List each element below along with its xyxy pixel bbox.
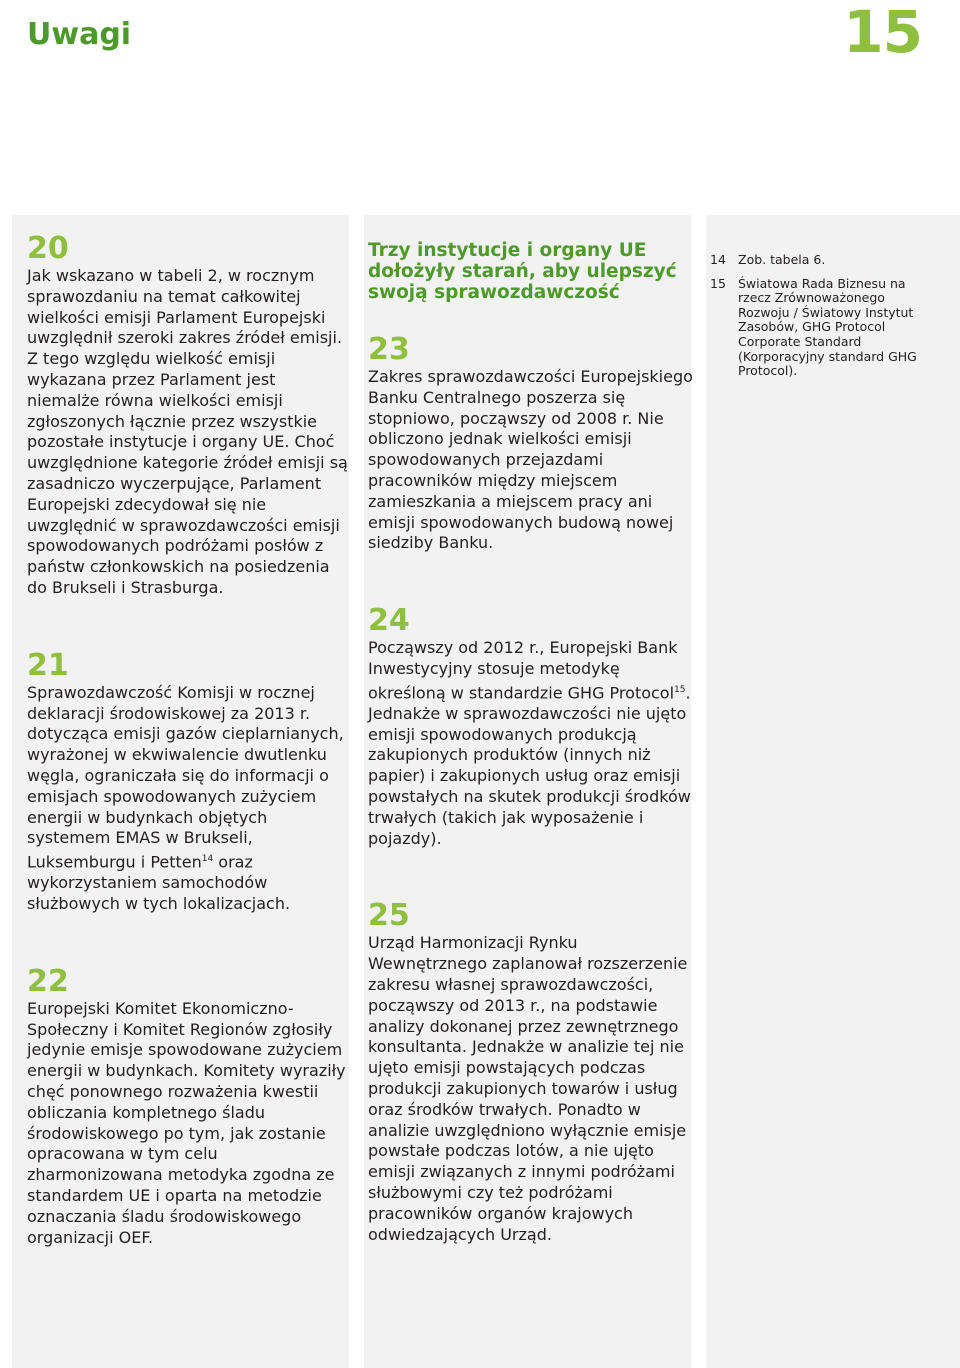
column-left: [27, 232, 353, 1248]
page-number: 15: [843, 0, 922, 66]
section-text-21: [27, 683, 353, 915]
section-text-24-a: Począwszy od 2012 r., Europejski Bank Inwestycyjny stosuje metodykę określoną w standardzie GHG Protocol: [368, 638, 678, 703]
section-number-25: 25: [368, 898, 410, 934]
section-text-24-b: . Jednakże w sprawozdawczości nie ujęto emisji spowodowanych produkcją zakupionych produktów (innych niż papier) i zakupionych usług oraz emisji powstałych na skutek produkcji środków trwałych (takich jak wyposażenie i pojazdy).: [368, 683, 691, 848]
section-text-21-a: Sprawozdawczość Komisji w rocznej deklaracji środowiskowej za 2013 r. dotycząca emisji gazów cieplarnianych, wyrażonej w ekwiwalencie dwutlenku węgla, ograniczała się do informacji o emisjach spowodowanych zużyciem energii w budynkach objętych systemem EMAS w Brukseli, Luksemburgu i Petten: [27, 682, 344, 872]
footnote-ref-15[interactable]: 15: [674, 684, 686, 695]
footnote-item: [710, 277, 932, 379]
section-number-22: 22: [27, 963, 69, 999]
section-number-21: 21: [27, 647, 69, 683]
section-text-21-b: oraz wykorzystaniem samochodów służbowych w tych lokalizacjach.: [27, 852, 291, 914]
footnote-ref-14[interactable]: 14: [201, 854, 214, 865]
footnote-number: 14: [710, 252, 726, 267]
content-panel: [12, 215, 960, 1368]
section-text-22: Europejski Komitet Ekonomiczno-Społeczny i Komitet Regionów zgłosiły jedynie emisje spowodowane zużyciem energii w budynkach. Komitety wyraziły chęć ponownego rozważenia kwestii obliczania kompletnego śladu środowiskowego po tym, jak zostanie opracowana w tym celu zharmonizowana metodyka zgodna ze standardem UE i oparta na metodzie oznaczania śladu środowiskowego organizacji OEF.: [27, 998, 346, 1247]
footnote-item: [710, 253, 932, 268]
section-text-20: Jak wskazano w tabeli 2, w rocznym sprawozdaniu na temat całkowitej wielkości emisji Parlament Europejski uwzględnił szeroki zakres źródeł emisji. Z tego względu wielkość emisji wykazana przez Parlament jest niemalże równa wielkości emisji zgłoszonych łącznie przez wszystkie pozostałe instytucje i organy UE. Choć uwzględnione kategorie źródeł emisji są zasadniczo wyczerpujące, Parlament Europejski zdecydował się nie uwzględnić w sprawozdawczości emisji spowodowanych podróżami posłów z państw członkowskich na posiedzenia do Brukseli i Strasburga.: [27, 266, 348, 597]
column-middle: [368, 240, 694, 1245]
column-heading: Trzy instytucje i organy UE dołożyły starań, aby ulepszyć swoją sprawozdawczość: [368, 240, 677, 303]
section-text-25: Urząd Harmonizacji Rynku Wewnętrznego zaplanował rozszerzenie zakresu własnej sprawozdawczości, począwszy od 2013 r., na podstawie analizy dokonanej przez zewnętrznego konsultanta. Jednakże w analizie tej nie ujęto emisji powstających podczas produkcji zakupionych towarów i usług oraz środków trwałych. Ponadto w analizie uwzględniono wyłącznie emisje powstałe podczas lotów, a nie ujęto emisji związanych z innymi podróżami służbowymi czy też podróżami pracowników organów krajowych odwiedzających Urząd.: [368, 933, 688, 1244]
section-text-24: [368, 638, 694, 849]
footnotes: [710, 253, 932, 388]
section-number-23: 23: [368, 332, 410, 367]
footnote-text: Zob. tabela 6.: [738, 252, 826, 267]
section-number-24: 24: [368, 603, 410, 639]
footnote-number: 15: [710, 275, 726, 291]
section-text-23: Zakres sprawozdawczości Europejskiego Banku Centralnego poszerza się stopniowo, począwszy od 2008 r. Nie obliczono jednak wielkości emisji spowodowanych przejazdami pracowników między miejscem zamieszkania a miejscem pracy ani emisji spowodowanych budową nowej siedziby Banku.: [368, 367, 693, 553]
section-number-20: 20: [27, 231, 69, 266]
page-title: Uwagi: [27, 17, 132, 52]
footnote-text: Światowa Rada Biznesu na rzecz Zrównoważonego Rozwoju / Światowy Instytut Zasobów, GHG Protocol Corporate Standard (Korporacyjny standard GHG Protocol).: [738, 275, 917, 379]
